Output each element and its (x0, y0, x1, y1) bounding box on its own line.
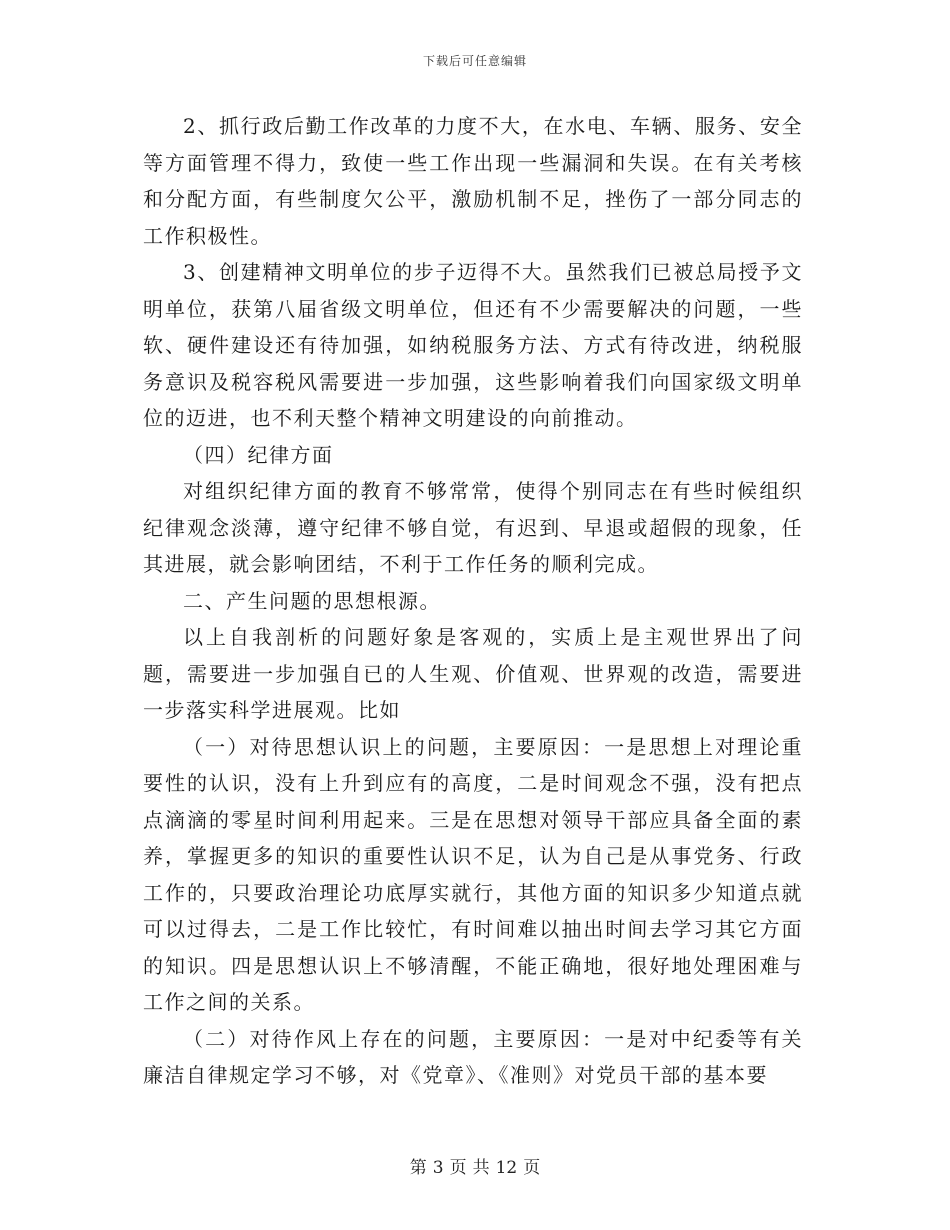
page-footer (0, 1153, 950, 1178)
paragraph-3: 对组织纪律方面的教育不够常常，使得个别同志在有些时候组织纪律观念淡薄，遵守纪律不够自觉，有迟到、早退或超假的现象，任其进展，就会影响团结，不利于工作任务的顺利完成。 (143, 479, 803, 576)
paragraph-6: （二）对待作风上存在的问题，主要原因：一是对中纪委等有关廉洁自律规定学习不够，对《党章》、《准则》对党员干部的基本要 (143, 1026, 803, 1087)
footer-suffix: 页 (523, 1158, 541, 1178)
footer-total-pages: 12 (495, 1158, 518, 1178)
page-header: 下载后可任意编辑 (422, 54, 527, 68)
section-heading-discipline: （四）纪律方面 (183, 442, 334, 467)
paragraph-5: （一）对待思想认识上的问题，主要原因：一是思想上对理论重要性的认识，没有上升到应有的高度，二是时间观念不强，没有把点点滴滴的零星时间利用起来。三是在思想对领导干部应具备全面的素养，掌握更多的知识的重要性认识不足，认为自己是从事党务、行政工作的，只要政治理论功底厚实就行，其他方面的知识多少知道点就可以过得去，二是工作比较忙，有时间难以抽出时间去学习其它方面的知识。四是思想认识上不够清醒，不能正确地，很好地处理困难与工作之间的关系。 (143, 734, 803, 1014)
footer-page-word: 页 (449, 1158, 467, 1178)
paragraph-1: 2、抓行政后勤工作改革的力度不大，在水电、车辆、服务、安全等方面管理不得力，致使一些工作出现一些漏洞和失误。在有关考核和分配方面，有些制度欠公平，激励机制不足，挫伤了一部分同志的工作积极性。 (143, 114, 803, 248)
paragraph-2: 3、创建精神文明单位的步子迈得不大。虽然我们已被总局授予文明单位，获第八届省级文明单位，但还有不少需要解决的问题，一些软、硬件建设还有待加强，如纳税服务方法、方式有待改进，纳税服务意识及税容税风需要进一步加强，这些影响着我们向国家级文明单位的迈进，也不利天整个精神文明建设的向前推动。 (143, 260, 803, 430)
document-body (143, 108, 803, 1094)
footer-total-word: 共 (472, 1158, 490, 1178)
section-heading-root-causes: 二、产生问题的思想根源。 (183, 588, 441, 613)
footer-prefix: 第 (409, 1158, 427, 1178)
footer-current-page: 3 (432, 1158, 444, 1178)
paragraph-4: 以上自我剖析的问题好象是客观的，实质上是主观世界出了问题，需要进一步加强自已的人生观、价值观、世界观的改造，需要进一步落实科学进展观。比如 (143, 625, 803, 722)
